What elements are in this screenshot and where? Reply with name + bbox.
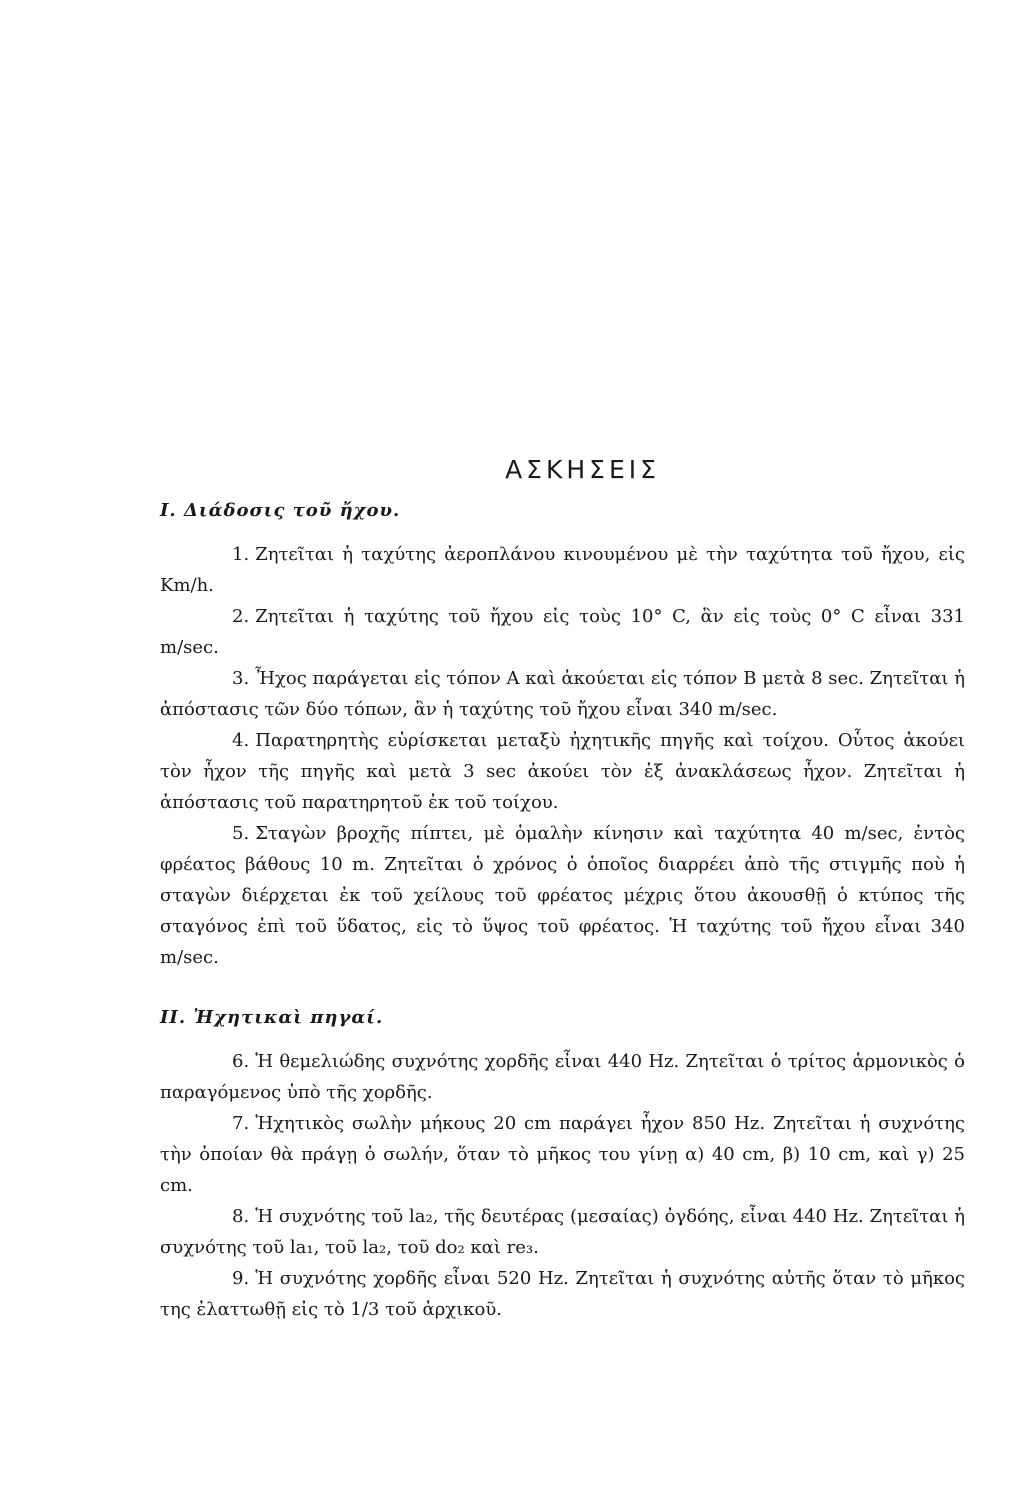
exercise-number: 8. bbox=[232, 1206, 250, 1227]
exercise-text: Ἡ συχνότης τοῦ la₂, τῆς δευτέρας (μεσαίας) ὀγδόης, εἶναι 440 Hz. Ζητεῖται ἡ συχνότης τοῦ la₁, τοῦ la₂, τοῦ do₂ καὶ re₃. bbox=[160, 1206, 965, 1258]
exercise-number: 2. bbox=[232, 606, 250, 627]
exercise-text: Ἡ συχνότης χορδῆς εἶναι 520 Hz. Ζητεῖται ἡ συχνότης αὐτῆς ὅταν τὸ μῆκος της ἐλαττωθῇ εἰς τὸ 1/3 τοῦ ἀρχικοῦ. bbox=[160, 1268, 965, 1320]
page-content bbox=[160, 455, 965, 1325]
exercise-number: 5. bbox=[232, 823, 250, 844]
exercise-2 bbox=[160, 601, 965, 663]
exercise-5 bbox=[160, 818, 965, 973]
exercise-1 bbox=[160, 539, 965, 601]
exercise-number: 4. bbox=[232, 730, 250, 751]
section-sound-propagation bbox=[160, 500, 965, 973]
exercise-text: Ζητεῖται ἡ ταχύτης τοῦ ἤχου εἰς τοὺς 10° C, ἂν εἰς τοὺς 0° C εἶναι 331 m/sec. bbox=[160, 606, 965, 658]
exercise-text: Ζητεῖται ἡ ταχύτης ἀεροπλάνου κινουμένου μὲ τὴν ταχύτητα τοῦ ἤχου, εἰς Km/h. bbox=[160, 544, 965, 596]
section-sound-sources bbox=[160, 1007, 965, 1325]
exercise-number: 1. bbox=[232, 544, 250, 565]
exercise-text: Παρατηρητὴς εὑρίσκεται μεταξὺ ἠχητικῆς πηγῆς καὶ τοίχου. Οὗτος ἀκούει τὸν ἦχον τῆς πηγῆς καὶ μετὰ 3 sec ἀκούει τὸν ἐξ ἀνακλάσεως ἦχον. Ζητεῖται ἡ ἀπόστασις τοῦ παρατηρητοῦ ἐκ τοῦ τοίχου. bbox=[160, 730, 965, 813]
page-title: ΑΣΚΗΣΕΙΣ bbox=[505, 455, 660, 484]
exercise-number: 3. bbox=[232, 668, 250, 689]
exercise-number: 7. bbox=[232, 1113, 250, 1134]
exercise-9 bbox=[160, 1263, 965, 1325]
exercise-6 bbox=[160, 1046, 965, 1108]
exercise-number: 9. bbox=[232, 1268, 250, 1289]
section-heading: Ι. Διάδοσις τοῦ ἤχου. bbox=[160, 500, 401, 521]
exercise-text: Ἡ θεμελιώδης συχνότης χορδῆς εἶναι 440 Hz. Ζητεῖται ὁ τρίτος ἁρμονικὸς ὁ παραγόμενος ὑπὸ τῆς χορδῆς. bbox=[160, 1051, 965, 1103]
section-heading: ΙΙ. Ἠχητικαὶ πηγαί. bbox=[160, 1007, 384, 1028]
exercise-3 bbox=[160, 663, 965, 725]
exercise-8 bbox=[160, 1201, 965, 1263]
exercise-7 bbox=[160, 1108, 965, 1201]
exercise-text: Σταγὼν βροχῆς πίπτει, μὲ ὁμαλὴν κίνησιν καὶ ταχύτητα 40 m/sec, ἐντὸς φρέατος βάθους 10 m. Ζητεῖται ὁ χρόνος ὁ ὁποῖος διαρρέει ἀπὸ τῆς στιγμῆς ποὺ ἡ σταγὼν διέρχεται ἐκ τοῦ χείλους τοῦ φρέατος μέχρις ὅτου ἀκουσθῇ ὁ κτύπος τῆς σταγόνος ἐπὶ τοῦ ὕδατος, εἰς τὸ ὕψος τοῦ φρέατος. Ἡ ταχύτης τοῦ ἤχου εἶναι 340 m/sec. bbox=[160, 823, 965, 968]
exercise-text: Ἠχητικὸς σωλὴν μήκους 20 cm παράγει ἦχον 850 Hz. Ζητεῖται ἡ συχνότης τὴν ὁποίαν θὰ πράγῃ ὁ σωλήν, ὅταν τὸ μῆκος του γίνῃ α) 40 cm, β) 10 cm, καὶ γ) 25 cm. bbox=[160, 1113, 965, 1196]
exercise-4 bbox=[160, 725, 965, 818]
exercise-text: Ἦχος παράγεται εἰς τόπον Α καὶ ἀκούεται εἰς τόπον Β μετὰ 8 sec. Ζητεῖται ἡ ἀπόστασις τῶν δύο τόπων, ἂν ἡ ταχύτης τοῦ ἤχου εἶναι 340 m/sec. bbox=[160, 668, 965, 720]
exercise-number: 6. bbox=[232, 1051, 250, 1072]
